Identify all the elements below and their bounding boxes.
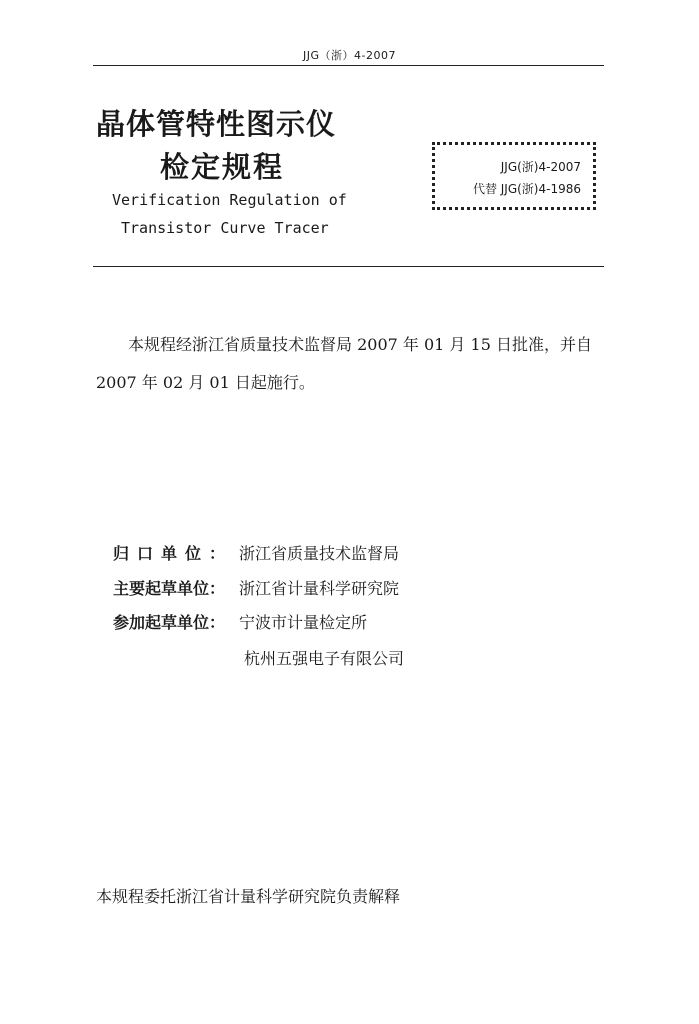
responsible-unit-row <box>113 541 399 564</box>
standard-code: JJG(浙)4-2007 <box>500 160 581 174</box>
title-chinese-line1: 晶体管特性图示仪 <box>96 107 337 141</box>
header-standard-code: JJG（浙）4-2007 <box>303 49 396 62</box>
main-drafter-label: 主要起草单位： <box>113 579 226 598</box>
co-drafter-value-2: 杭州五强电子有限公司 <box>244 649 405 668</box>
title-english-line1: Verification Regulation of <box>112 191 347 209</box>
top-divider <box>93 65 604 66</box>
interpretation-note: 本规程委托浙江省计量科学研究院负责解释 <box>96 887 401 906</box>
approval-text-line2: 2007 年 02 月 01 日起施行。 <box>96 373 315 392</box>
responsible-unit-value: 浙江省质量技术监督局 <box>239 544 400 563</box>
title-chinese-line2: 检定规程 <box>160 150 285 184</box>
approval-text-line1: 本规程经浙江省质量技术监督局 2007 年 01 月 15 日批准，并自 <box>128 335 592 354</box>
co-drafter-row <box>113 610 367 633</box>
co-drafter-label: 参加起草单位： <box>113 613 226 632</box>
responsible-unit-label: 归口单位： <box>113 544 234 563</box>
standard-code-box <box>432 142 596 210</box>
co-drafter-value: 宁波市计量检定所 <box>239 613 368 632</box>
main-drafter-value: 浙江省计量科学研究院 <box>239 579 400 598</box>
title-english-line2: Transistor Curve Tracer <box>121 219 329 237</box>
replaces-code: 代替 JJG(浙)4-1986 <box>472 182 581 196</box>
title-divider <box>93 266 604 267</box>
main-drafter-row <box>113 576 399 599</box>
